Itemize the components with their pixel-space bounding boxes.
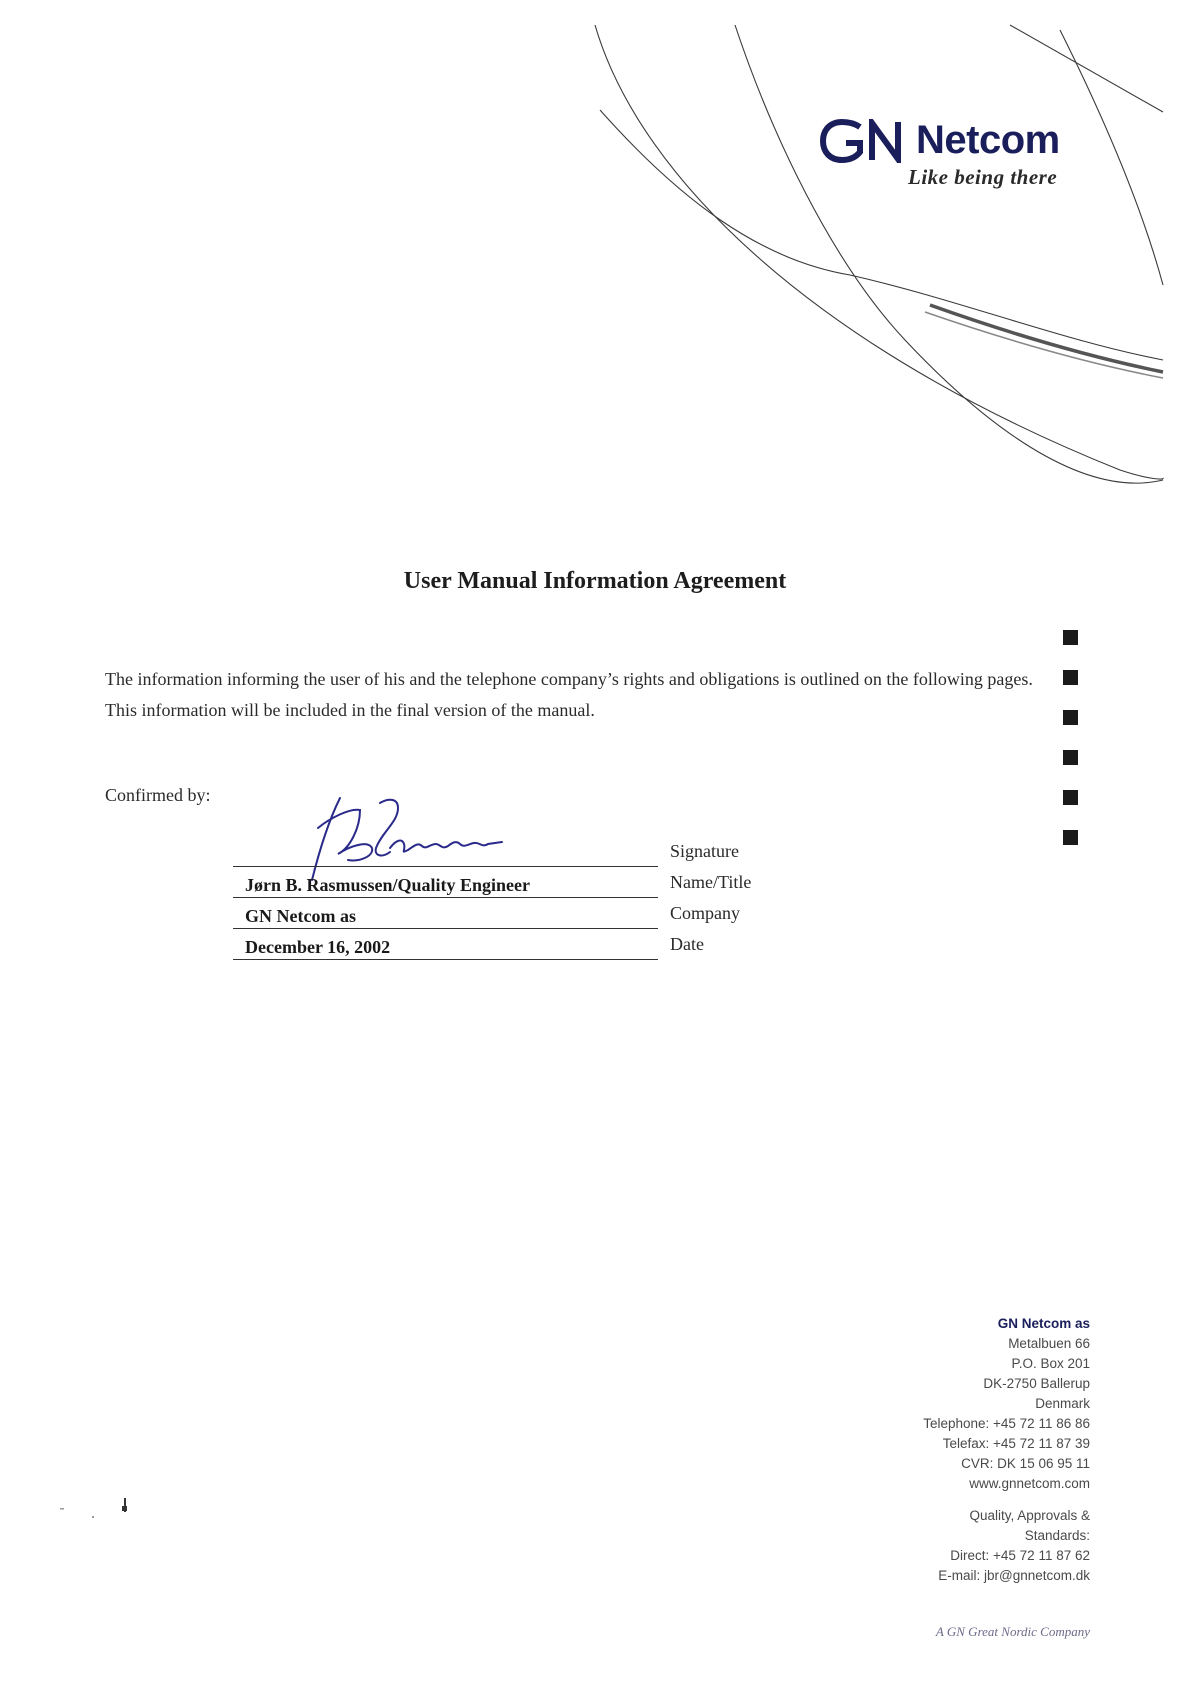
- square-marker: [1063, 830, 1078, 845]
- square-marker: [1063, 710, 1078, 725]
- name-title-row: [233, 867, 751, 898]
- footer-tagline: A GN Great Nordic Company: [935, 1624, 1090, 1639]
- address-country: Denmark: [1035, 1396, 1090, 1411]
- confirmed-by-label: Confirmed by:: [105, 785, 211, 805]
- curve-line: [735, 25, 1163, 483]
- company-address-block: [923, 1314, 1090, 1586]
- dept-line-2: Standards:: [1024, 1528, 1090, 1543]
- company-value: GN Netcom as: [233, 898, 658, 929]
- signature-value: [233, 836, 658, 867]
- curve-line: [1010, 25, 1163, 112]
- date-value: December 16, 2002: [233, 929, 658, 960]
- address-cvr: CVR: DK 15 06 95 11: [961, 1456, 1090, 1471]
- square-marker: [1063, 670, 1078, 685]
- logo-wordmark: Netcom: [916, 118, 1060, 162]
- address-street: Metalbuen 66: [1008, 1336, 1090, 1351]
- address-telephone: Telephone: +45 72 11 86 86: [923, 1416, 1090, 1431]
- company-label: Company: [670, 903, 740, 923]
- square-marker: [1063, 790, 1078, 805]
- name-title-value: Jørn B. Rasmussen/Quality Engineer: [233, 867, 658, 898]
- swoosh-stroke: [930, 305, 1163, 372]
- gn-logo-mark: [820, 119, 908, 163]
- signature-row: [233, 836, 751, 867]
- address-city: DK-2750 Ballerup: [983, 1376, 1090, 1391]
- logo-tagline: Like being there: [908, 165, 1058, 189]
- gn-logo-text: GN: [820, 118, 822, 120]
- dept-line-1: Quality, Approvals &: [969, 1508, 1090, 1523]
- address-email: E-mail: jbr@gnnetcom.dk: [938, 1568, 1090, 1583]
- page-title: User Manual Information Agreement: [403, 568, 787, 594]
- signature-label: Signature: [670, 841, 739, 861]
- swoosh-stroke: [925, 312, 1163, 378]
- address-web: www.gnnetcom.com: [969, 1476, 1090, 1491]
- company-row: [233, 898, 751, 929]
- address-telefax: Telefax: +45 72 11 87 39: [942, 1436, 1090, 1451]
- square-marker: [1063, 750, 1078, 765]
- date-label: Date: [670, 934, 704, 954]
- address-direct: Direct: +45 72 11 87 62: [950, 1548, 1090, 1563]
- square-marker: [1063, 630, 1078, 645]
- address-pobox: P.O. Box 201: [1011, 1356, 1090, 1371]
- name-title-label: Name/Title: [670, 872, 752, 892]
- margin-square-markers: [1063, 630, 1078, 870]
- curve-line: [595, 25, 1163, 479]
- date-row: [233, 929, 751, 960]
- company-logo: [820, 118, 1080, 190]
- signature-block: [233, 836, 751, 960]
- address-company: GN Netcom as: [997, 1316, 1090, 1331]
- scan-specks: [50, 1488, 250, 1528]
- intro-paragraph: The information informing the user of his and the telephone company’s rights and obligations is outlined on the following pages. This information will be included in the final version of the manual.: [105, 669, 1033, 720]
